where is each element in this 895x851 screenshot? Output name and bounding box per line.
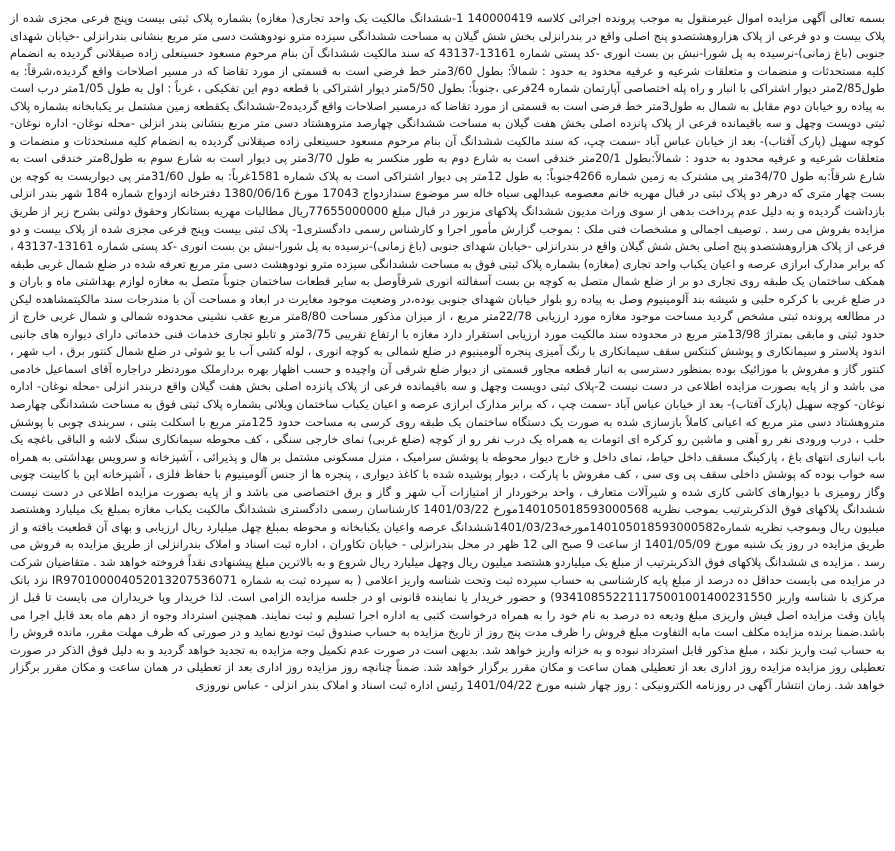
auction-notice-text: بسمه تعالی آگهی مزایده اموال غیرمنقول به موجب پرونده اجرائی کلاسه 140000419 1-ششدانگ مالکیت یک واحد تجاری( مغازه) بشماره پلاک ثبتی بیست وپنج فرعی مجزی شده از پلاک بیست و دو فرعی از پلاک هزاروهشتصدو پنج اصلی واقع در بندرانزلی بخش شش گیلان به مساحت ششدانگی سیزده مترو نودوهشت دسی متر مربع بنشانی بندرانزلی -خیابان شهدای جنوبی (باغ زمانی)-نرسیده به پل شورا-نبش بن بست انوری -کد پستی شماره 13161-43137 که سند مالکیت ششدانگ آن بنام مرحوم مسعود حسینعلی زاده صیقلانی گردیده به انضمام کلیه مستحدثات و منضمات و متعلقات شرعیه و عرفیه محدود به حدود : شمالاً: بطول 3/60متر خط فرضی است به قسمتی از مورد تقاضا که در مسیر اصلاحات واقع گردیده،شرقاً: به طول2/85متر دیوار اشتراکی با انبار و راه پله اختصاصی آپارتمان شماره 24فرعی ،جنوباً: بطول 5/50متر دیوار اشتراکی با قطعه دوم این تفکیکی ، غرباً : اول به طول 1/05متر درب است به پیاده رو خیابان دوم مقابل به شمال به طول3متر خط فرضی است به قسمتی از مورد تقاضا که درمسیر اصلاحات واقع گردیده2-ششدانگ یکقطعه زمین مشتمل بر یکبابخانه بشماره پلاک ثبتی دویست وچهل و سه باقیمانده فرعی از پلاک پانزده اصلی بخش هفت گیلان به مساحت ششدانگی چهارصد متروهشتاد دسی متر مربع بنشانی بندر انزلی -محله نوغان- اداره نوغان- کوچه سهیل (پارک آفتاب)- بعد از خیابان عباس آباد -سمت چپ، که سند مالکیت ششدانگ آن بنام مرحوم مسعود حسینعلی زاده صیقلانی گردیده به انضمام کلیه مستحدثات و منضمات و متعلقات شرعیه و عرفیه محدود به حدود : شمالاً:بطول 20/1متر خندقی است به شارع دوم به طور منکسر به طول 3/70متر پی دیوار است به شارع سوم به طول8متر خندقی است به شارع شرقاً:به طول 34/70متر پی مشترک به زمین شماره 4266جنوباً: به طول 12متر پی دیوار اشتراکی است به پلاک شماره 1581غرباً: به طول 31/60متر پی دیواریست به کوچه بن بست چهار متری که درهر دو پلاک ثبتی در قبال مهریه خانم معصومه عبدالهی سیاه خاله سر موضوع سندازدواج 17043 مورخ 1380/06/16 دفترخانه ازدواج شماره 184 شهر بندر انزلی بازداشت گردیده و به دلیل عدم پرداخت بدهی از سوی وراث مدیون ششدانگ پلاکهای مزبور در قبال مبلغ 77655000000ریال مطالبات مهریه بستانکار وحقوق دولتی بشرح زیر از طریق مزایده بفروش می رسد . توصیف اجمالی و مشخصات فنی ملک : بموجب گزارش مأمور اجرا و کارشناس رسمی دادگستری1- پلاک ثبتی بیست وپنج فرعی مجزی شده از پلاک بیست و دو فرعی از پلاک هزاروهشتصدو پنج اصلی بخش شش گیلان واقع در بندرانزلی -خیابان شهدای جنوبی (باغ زمانی)-نرسیده به پل شورا-نبش بن بست انوری -کد پستی شماره 13161-43137 ، که برابر مدارک ابرازی عرصه و اعیان یکباب واحد تجاری (مغازه) بشماره پلاک ثبتی فوق به مساحت ششدانگی سیزده مترو نودوهشت دسی متر مربع تعرفه شده در ضلع شمال غربی طبقه همکف ساختمان یک طبقه روی تجاری دو بر از ضلع شمال متصل به کوچه بن بست آسفالته انوری شرقاًوصل به سایر قطعات ساختمان جنوباً متصل به مغازه لوازم بهداشتی ماه و باران و در ضلع غربی با کرکره حلبی و شیشه بند آلومینیوم وصل به پیاده رو بلوار خیابان شهدای جنوبی بوده،در وضعیت موجود مغایرت در ابعاد و مساحت آن با مندرجات سند مالکیتمشاهده لیکن در مطالعه پرونده ثبتی مشخص گردید مساحت موجود مغازه مورد ارزیابی 22/78متر مربع ، از میزان مذکور مساحت 8/80متر مربع عقب نشینی محدوده شمالی و شمال غربی خارج از حدود ثبتی و مابقی بمتراژ 13/98متر مربع در محدوده سند مالکیت مورد ارزیابی استقرار دارد مغازه با ارتفاع تقریبی 3/75متر و تابلو تجاری خدمات فنی خدماتی دارای دیواره های جانبی اندود پلاستر و سیمانکاری و پوشش کنتکس سقف سیمانکاری با رنگ آمیزی پنجره آلومینیوم در ضلع شمالی به کوچه انوری ، لوله کشی آب با یو شوئی در ضلع شمال کنتور برق ، اب شهر ، کنتور گاز و مفروش با موزائیک بوده بمنظور دسترسی به انبار قطعه مجاور قسمتی از دیوار ضلع شرقی آن واچیده و حسب اظهار بهره بردارملک موردنظر دراجاره آقای اسماعیل خادمی می باشد و از پایه بصورت مزایده اطلاعی در دست نیست 2-پلاک ثبتی دویست وچهل و سه باقیمانده فرعی از پلاک پانزده اصلی بخش هفت گیلان واقع دربندر انزلی -محله نوغان- اداره نوغان- کوچه سهیل (پارک آفتاب)- بعد از خیابان عباس آباد -سمت چپ ، که برابر مدارک ابرازی عرصه و اعیان یکباب ساختمان ویلائی بشماره پلاک ثبتی فوق به مساحت ششدانگی چهارصد متروهشتاد دسی متر مربع که اعیانی کاملاً بازسازی شده به صورت یک دستگاه ساختمان یک طبقه روی کرسی به مساحت حدود 125متر مربع با اسکلت بتنی ، سربندی چوبی با پوشش حلب ، درب ورودی نفر رو آهنی و ماشین رو کرکره ای اتومات به همراه یک درب نفر رو از کوچه (ضلع غربی) نمای خارجی سنگی ، کف محوطه سیمانکاری سنگ لاشه و الباقی باغچه یک باب انباری انتهای باغ ، پارکینگ مسقف داخل حیاط، نمای داخل و خارج دیوار محوطه با پوشش سرامیک ، منزل مسکونی مشتمل بر هال و پذیرائی ، آشپزخانه و سرویس بهداشتی به همراه سه خواب بوده که پوشش داخلی سقف پی وی سی ، کف مفروش با پارکت ، دیوار پوشیده شده با کاغذ دیواری ، پنجره ها از جنس آلومینیوم با حفاظ فلزی ، آشپزخانه اپن با کابینت چوبی وگاز رومیزی با دیوارهای کاشی کاری شده و شیرآلات متعارف ، واحد برخوردار از امتیازات آب شهر و گاز و برق اختصاصی می باشد و از پایه بصورت مزایده اطلاعی در دست نیست ششدانگ پلاکهای فوق الذکربترتیب بموجب نظریه 140105018593000568مورخ 1401/03/22 کارشناسان رسمی دادگستری ششدانگ مالکیت یکباب مغازه بمبلغ یک میلیارد وهشتصد میلیون ریال وبموجب نظریه شماره140105018593000582مورخه1401/03/23ششدانگ عرصه واعیان یکبابخانه و محوطه بمبلغ چهل میلیارد ریال ارزیابی و بهای آن قطعیت یافته و از طریق مزایده در روز یک شنبه مورخ 1401/05/09 از ساعت 9 صبح الی 12 ظهر در محل بندرانزلی - خیابان تکاوران ، اداره ثبت اسناد و املاک بندرانزلی از طریق مزایده به فروش می رسد . مزایده ی ششدانگ پلاکهای فوق الذکربترتیب از مبلغ یک میلیاردو هشتصد میلیون ریال وچهل میلیارد ریال شروع و به بالاترین مبلغ پیشنهادی نقداً فروخته خواهد شد . متقاضیان شرکت در مزایده می بایست حداقل ده درصد از مبلغ پایه کارشناسی به حساب سپرده ثبت وتحت شناسه واریز اعلامی ( به سپرده ثبت به شماره IR970100004052013207536071 نزد بانک مرکزی با شناسه واریز 934108552211175001001400231550) و حضور خریدار یا نماینده قانونی او در جلسه مزایده الزامی است. لذا خریدار وپا خریداران می بایست تا قبل از پایان وقت مزایده اصل فیش واریزی مبلغ ودیعه ده درصد به نام خود را به همراه درخواست کتبی به اداره اجرا تسلیم و ثبت نمایند. همچنین استرداد وجوه از دهم ماه بعد قابل اجرا می باشد.ضمنا برنده مزایده مکلف است مابه التفاوت مبلغ فروش را ظرف مدت پنج روز از تاریخ مزایده به حساب صندوق ثبت تودیع نماید و در صورتی که ظرف مهلت مقرر، مانده فروش را به حساب ثبت واریز نکند ، مبلغ مذکور قابل استرداد نبوده و به خزانه واریز خواهد شد. بدیهی است در صورت عدم تکمیل وجه مزایده به تجدید خواهد گردید و به دلیل فوق الذکر در صورت تعطیلی روز مزایده مزایده روز اداری بعد از تعطیلی همان ساعت و مکان مقرر برگزار خواهد شد. ضمناً چنانچه روز مزایده روز اداری بعد از تعطیلی در همان ساعت و مکان مقرر برگزار خواهد شد. زمان انتشار آگهی در روزنامه الکترونیکی : روز چهار شنبه مورخ 1401/04/22 رئیس اداره ثبت اسناد و املاک بندر انزلی - عباس نوروزی [10,11,886,692]
